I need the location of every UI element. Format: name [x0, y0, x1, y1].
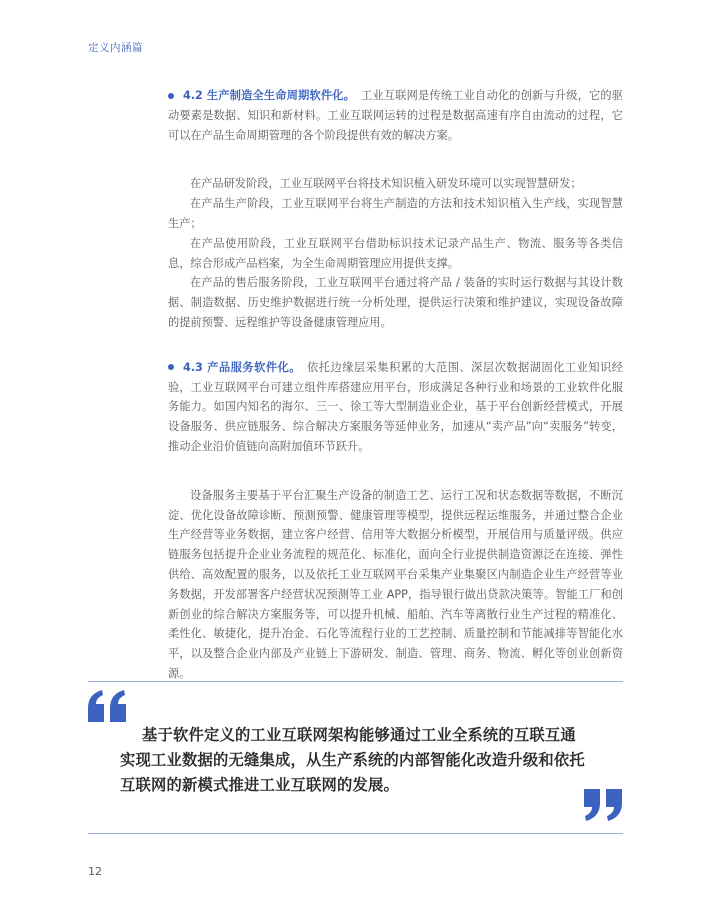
pull-quote-line: 基于软件定义的工业互联网架构能够通过工业全系统的互联互通: [142, 726, 576, 744]
bullet-dot-icon: [168, 93, 174, 99]
close-quote-icon: [580, 787, 624, 823]
section-4-3-intro: [168, 358, 623, 457]
quote-top-divider: [88, 681, 623, 682]
stage-production-paragraph: 在产品生产阶段，工业互联网平台将生产制造的方法和技术知识植入生产线，实现智慧生产；: [168, 197, 623, 230]
pull-quote-line: 实现工业数据的无缝集成，从生产系统的内部智能化改造升级和依托: [120, 751, 585, 769]
stage-aftersales-paragraph: 在产品的售后服务阶段，工业互联网平台通过将产品 / 装备的实时运行数据与其设计数据、制造数据、历史维护数据进行统一分析处理，提供运行决策和维护建议，实现设备故障的提前预警、远程维护等设备健康管理应用。: [168, 276, 623, 329]
stage-usage-paragraph: 在产品使用阶段，工业互联网平台借助标识技术记录产品生产、物流、服务等各类信息，综合形成产品档案，为全生命周期管理应用提供支撑。: [168, 236, 623, 270]
open-quote-icon: [86, 688, 130, 724]
section-4-2-intro: [168, 86, 623, 145]
section-4-3-heading: 4.3 产品服务软件化。: [183, 360, 302, 374]
section-4-2-heading: 4.2 生产制造全生命周期软件化。: [183, 89, 356, 102]
article-body: [168, 86, 623, 684]
stage-rd-paragraph: 在产品研发阶段，工业互联网平台将技术知识植入研发环境可以实现智慧研发；: [190, 177, 582, 191]
section-4-3-body-paragraph: 设备服务主要基于平台汇聚生产设备的制造工艺、运行工况和状态数据等数据，不断沉淀、优化设备故障诊断、预测预警、健康管理等模型，提供远程运维服务，并通过整合企业生产经营等业务数据，建立客户经营、信用等大数据分析模型，开展信用与质量评级。供应链服务包括提升企业业务流程的规范化、标准化，面向全行业提供制造资源泛在连接、弹性供给、高效配置的服务，以及依托工业互联网平台采集产业集聚区内制造企业生产经营等业务数据，开发部署客户经营状况预测等工业 APP，指导银行做出贷款决策等。智能工厂和创新创业的综合解决方案服务等，可以提升机械、船舶、汽车等离散行业生产过程的精准化、柔性化、敏捷化，提升冶金、石化等流程行业的工艺控制、质量控制和节能减排等智能化水平，以及整合企业内部及产业链上下游研发、制造、管理、商务、物流、孵化等创业创新资源。: [168, 488, 623, 680]
section-4-2-intro-text: 工业互联网是传统工业自动化的创新与升级，它的驱动要素是数据、知识和新材料。工业互联网运转的过程是数据高速有序自由流动的过程，它可以在产品生命周期管理的各个阶段提供有效的解决方案。: [168, 89, 623, 142]
quote-bottom-divider: [88, 833, 623, 834]
bullet-dot-icon: [168, 364, 174, 370]
section-title: 定义内涵篇: [88, 42, 143, 54]
page-number: 12: [88, 865, 102, 878]
pull-quote: [120, 723, 590, 798]
pull-quote-line: 互联网的新模式推进工业互联网的发展。: [120, 776, 399, 794]
section-4-3-intro-text: 依托边缘层采集积累的大范围、深层次数据湖固化工业知识经验，工业互联网平台可建立组件库搭建应用平台，形成满足各种行业和场景的工业软件化服务能力。如国内知名的海尔、三一、徐工等大型制造业企业，基于平台创新经营模式，开展设备服务、供应链服务、综合解决方案服务等延伸业务，加速从“卖产品”向“卖服务”转变，推动企业沿价值链向高附加值环节跃升。: [168, 360, 623, 453]
